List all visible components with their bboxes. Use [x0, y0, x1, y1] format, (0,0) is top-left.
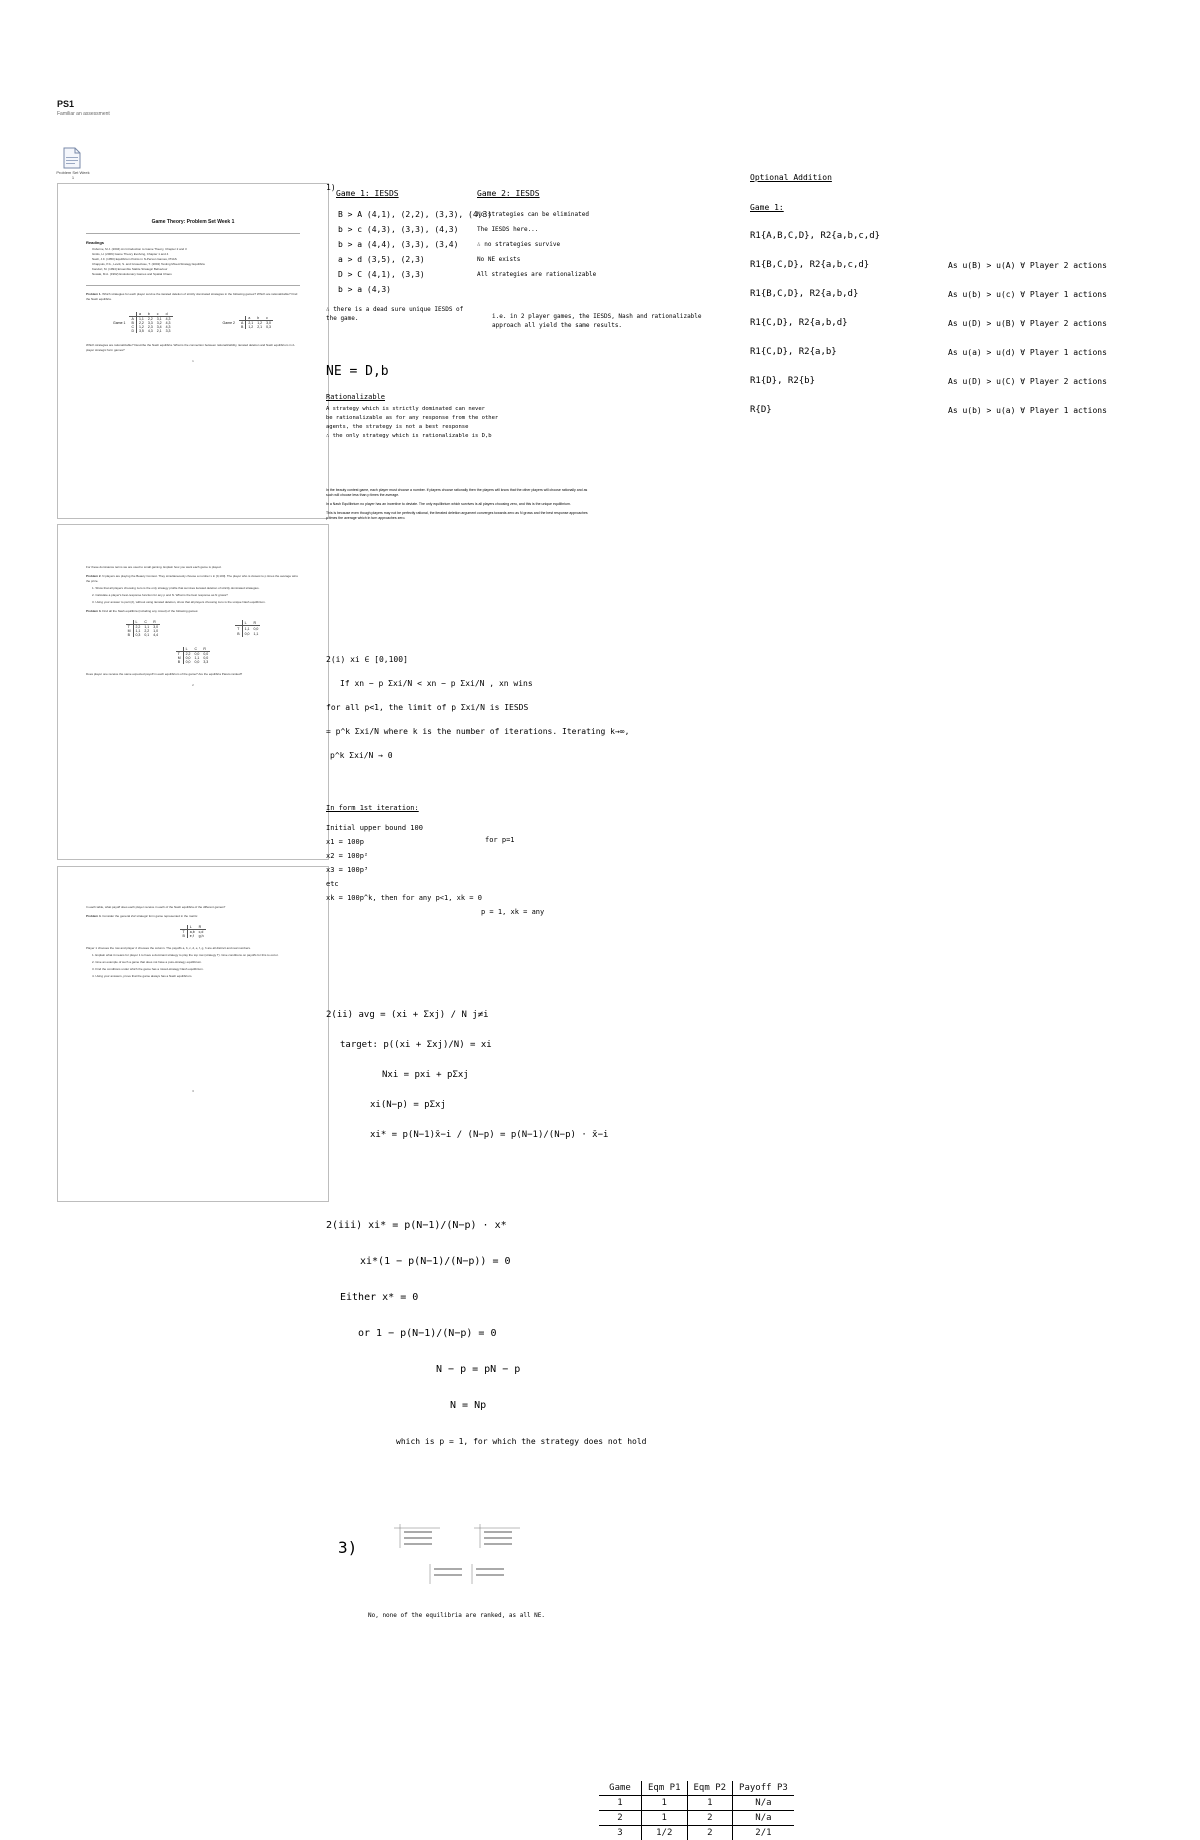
problem-4-item: 1. Explain what it means for player 1 to have a dominant strategy to play the top row (strategy T). Give conditions on payoffs for this to occur. [92, 953, 300, 958]
table-header: Eqm P2 [687, 1781, 733, 1796]
game1-steps [338, 207, 492, 297]
rationalizable-line: A strategy which is strictly dominated can never [326, 405, 498, 414]
pdf-title: Game Theory: Problem Set Week 1 [58, 219, 328, 225]
example-line: xk = 100p^k, then for any p<1, xk = 0 [326, 891, 544, 905]
table-row [599, 1826, 794, 1840]
optional-heading: Optional Addition [750, 173, 832, 182]
example-line: Initial upper bound 100 [326, 821, 544, 835]
q2-part3-line: or 1 − p(N−1)/(N−p) = 0 [326, 1316, 646, 1352]
item-text: Calculate a player's best-response function for any p and N. What is the best response as N grows? [95, 593, 227, 597]
game2-step: The IESDS here... [477, 222, 596, 237]
table-cell: 2 [599, 1811, 642, 1826]
page-number: 3 [58, 1089, 328, 1093]
problem-4-item: 3. Find the conditions under which the game has a mixed-strategy Nash equilibrium. [92, 967, 300, 972]
problem-1-body: Which strategies for each player survive the iterated deletion of strictly dominated strategies in the following games? Which are rationalizable? Find the Nash equilibria. [86, 292, 297, 301]
problem-3-body: Find all the Nash equilibria (including any mixed) of the following games: [102, 609, 198, 613]
q2-part2-line: 2(ii) avg = (xi + Σxj) / N j≠i [326, 1000, 608, 1030]
problem-4-heading: Problem 4. [86, 914, 101, 918]
item-text: Show that all players choosing zero is the only strategy profile that survives iterated deletion of strictly dominated strategies. [95, 586, 259, 590]
q2-part1 [326, 648, 629, 768]
q2-part1-line: for all p<1, the limit of p Σxi/N is IESDS [326, 696, 629, 720]
table-cell: N/a [733, 1796, 794, 1811]
q3-footer: No, none of the equilibria are ranked, as all NE. [368, 1612, 545, 1619]
problem-1-text [86, 292, 300, 302]
table-cell: 2 [687, 1826, 733, 1840]
problem-1-heading: Problem 1. [86, 292, 101, 296]
pdf-page-3 [57, 866, 329, 1202]
q3-label: 3) [338, 1538, 357, 1557]
problem-4-body: Consider the general 2x2 strategic form game represented in the matrix: [102, 914, 198, 918]
game-1-label: Game 1 [113, 321, 125, 325]
table-header: Game [599, 1781, 642, 1796]
page-number: 1 [58, 359, 328, 363]
table-row [599, 1811, 794, 1826]
problem-4-text [86, 914, 300, 919]
optional-reason: As u(B) > u(A) ∀ Player 2 actions [948, 251, 1107, 280]
reading-item: Nash, J.F. (1950) Equilibrium Points in N-Person Games, PNAS [92, 257, 300, 262]
reading-item: Kandori, M. (1994) Ensemble Stable Strategic Behaviour [92, 267, 300, 272]
game2-step: No NE exists [477, 252, 596, 267]
q2-part1-line: 2(i) xi ∈ [0,100] [326, 648, 629, 672]
q2-part3-line: xi*(1 − p(N−1)/(N−p)) = 0 [326, 1244, 646, 1280]
optional-set: R1{C,D}, R2{a,b} [750, 338, 880, 367]
example-line: x3 = 100p³ [326, 863, 544, 877]
item-text: Using your answers, prove that the game always has a Nash equilibrium. [95, 974, 192, 978]
q2-part1-line: = p^k Σxi/N where k is the number of iterations. Iterating k→∞, [326, 720, 629, 744]
payoff-matrix: L R T a,b c,d B e,f g,h [180, 925, 205, 938]
page-2-intro: For these dominance terms we are used to small gaming. Explain how you want each game is played. [86, 565, 300, 570]
optional-game-label: Game 1: [750, 203, 784, 212]
problem-3-text [86, 609, 300, 614]
document-icon[interactable] [63, 147, 81, 169]
table-cell: 1 [642, 1796, 688, 1811]
problem-2-item: 2. Calculate a player's best-response function for any p and N. What is the best response as N grows? [92, 593, 300, 598]
q2-part2-line: xi* = p(N−1)x̄−i / (N−p) = p(N−1)/(N−p) · x̄−i [326, 1120, 608, 1150]
q2-part2-line: xi(N−p) = pΣxj [326, 1090, 608, 1120]
optional-set: R1{D}, R2{b} [750, 367, 880, 396]
problem-2-item: 3. Using your answer to part (2), without using iterated deletion, show that all players choosing zero is the unique Nash equilibrium. [92, 600, 300, 605]
optional-reason: As u(b) > u(a) ∀ Player 1 actions [948, 396, 1107, 425]
matrices-thumbnail [370, 1518, 550, 1598]
game-2-matrix [223, 308, 273, 337]
table-cell: 1 [599, 1796, 642, 1811]
table-header: Eqm P1 [642, 1781, 688, 1796]
reading-item: Chappuis, P.A., Levitt, S. and Groseclose, T. (2002) Testing Mixed-Strategy Equilibria [92, 262, 300, 267]
optional-reason: As u(a) > u(d) ∀ Player 1 actions [948, 338, 1107, 367]
payoff-matrix: a b c d A 1,1 2,2 3,1 4,3 B 2,2 3,3 3,2 4,3 C 1,2 2,3 3,4 4,3 D 3,5 4,3 2,1 3,3 [129, 312, 172, 333]
rationalizable-notes [326, 405, 498, 441]
game1-step: b > a (4,4), (3,3), (3,4) [338, 237, 492, 252]
payoff-matrix: L R T 1,1 0,0 B 0,0 1,1 [235, 620, 260, 637]
payoff-matrix: a b c A 2,1 1,2 3,0 B 1,2 2,1 0,3 [239, 316, 273, 329]
q2-part2 [326, 1000, 608, 1150]
game1-step: B > A (4,1), (2,2), (3,3), (4,3) [338, 207, 492, 222]
rationalizable-line: ∴ the only strategy which is rationalizable is D,b [326, 432, 498, 441]
payoff-matrix: L C R T 2,2 1,1 3,0 M 1,1 2,2 1,0 B 0,3 0,1 4,4 [126, 620, 161, 637]
q2-part3-line: N = Np [326, 1388, 646, 1424]
game1-step: b > c (4,3), (3,3), (4,3) [338, 222, 492, 237]
table-cell: 1 [642, 1811, 688, 1826]
q1-label: 1) [326, 183, 336, 192]
game-1-matrix [113, 308, 172, 337]
game-2-label: Game 2 [223, 321, 235, 325]
problem-4-detail: Player 1 chooses the row and player 2 chooses the column. The payoffs a, b, c, d, e, f, g, h are all distinct and real numbers. [86, 946, 300, 951]
table-cell: 1 [687, 1796, 733, 1811]
file-caption: Problem Set Week 1 [56, 170, 90, 180]
page-3-intro: In each table, what payoff does each player receive in each of the Nash equilibria of the different games? [86, 905, 300, 910]
ne-result: NE = D,b [326, 364, 389, 379]
optional-reason: As u(b) > u(c) ∀ Player 1 actions [948, 280, 1107, 309]
example-line: x1 = 100p [326, 835, 544, 849]
game2-step: ∴ no strategies survive [477, 237, 596, 252]
game1-step: b > a (4,3) [338, 282, 492, 297]
table-cell: 2 [687, 1811, 733, 1826]
for-p-label: for p=1 [485, 836, 515, 844]
game2-conclusion: i.e. in 2 player games, the IESDS, Nash and rationalizable approach all yield the same results. [492, 312, 732, 330]
table-cell: 1/2 [642, 1826, 688, 1840]
page-number: 2 [58, 683, 328, 687]
optional-sets [750, 222, 880, 425]
page-subtitle: Familiar an assessment [57, 111, 110, 117]
problem-1-matrices [88, 308, 298, 337]
optional-set: R{D} [750, 396, 880, 425]
problem-3-matrices [88, 616, 298, 641]
example-line: x2 = 100p² [326, 849, 544, 863]
typed-paragraph: This is because even though players may not be perfectly rational, the iterated deletion argument converges towards zero as N grows and the best response approaches p times the average which in turn approaches zero. [326, 511, 590, 521]
rationalizable-line: agents, the strategy is not a best response [326, 423, 498, 432]
q2-part1-line: p^k Σxi/N → 0 [326, 744, 629, 768]
table-cell: 2/1 [733, 1826, 794, 1840]
q2-part3-line: N − p = pN − p [326, 1352, 646, 1388]
q2-part1-line: If xn − p Σxi/N < xn − p Σxi/N , xn wins [326, 672, 629, 696]
reading-item: Nowak, M.A. (1992) Evolutionary Games and Spatial Chaos [92, 272, 300, 277]
rationalizable-line: be rationalizable as for any response from the other [326, 414, 498, 423]
game1-conclusion: ∴ there is a dead sure unique IESDS of the game. [326, 305, 476, 323]
q2-part2-line: Nxi = pxi + pΣxj [326, 1060, 608, 1090]
table-row [599, 1796, 794, 1811]
pdf-page-1 [57, 183, 329, 519]
q2-part3 [326, 1208, 646, 1460]
optional-reasons [948, 251, 1107, 425]
item-text: Find the conditions under which the game has a mixed-strategy Nash equilibrium. [95, 967, 203, 971]
q2-part3-line: which is p = 1, for which the strategy does not hold [326, 1424, 646, 1460]
item-text: Explain what it means for player 1 to have a dominant strategy to play the top row (strategy T). Give conditions on payoffs for this to occur. [95, 953, 278, 957]
table-cell: N/a [733, 1811, 794, 1826]
item-text: Using your answer to part (2), without using iterated deletion, show that all players choosing zero is the unique Nash equilibrium. [95, 600, 265, 604]
problem-2-text [86, 574, 300, 584]
table-header-row [599, 1781, 794, 1796]
example-line: p = 1, xk = any [326, 905, 544, 919]
divider [86, 233, 300, 234]
game2-step: No strategies can be eliminated [477, 207, 596, 222]
reading-item: Gintis, H. (2009) Game Theory Evolving, Chapter 1 and 4 [92, 252, 300, 257]
q3-pasted-matrices [370, 1518, 550, 1602]
problem-2-heading: Problem 2. [86, 574, 101, 578]
table-header: Payoff P3 [733, 1781, 794, 1796]
problem-4-matrix [58, 921, 328, 942]
optional-set: R1{A,B,C,D}, R2{a,b,c,d} [750, 222, 880, 251]
optional-set: R1{B,C,D}, R2{a,b,d} [750, 280, 880, 309]
problem-4-item: 4. Using your answers, prove that the game always has a Nash equilibrium. [92, 974, 300, 979]
game2-step: All strategies are rationalizable [477, 267, 596, 282]
optional-set: R1{C,D}, R2{a,b,d} [750, 309, 880, 338]
item-text: Give an example of such a game that does not have a pure-strategy equilibrium. [95, 960, 202, 964]
page-2-footer: Does player one receive the same expected payoff in each equilibrium of the game? Are the equilibria Pareto ranked? [86, 672, 300, 677]
game2-steps [477, 207, 596, 282]
q3-results-table [599, 1781, 794, 1840]
optional-set: R1{B,C,D}, R2{a,b,c,d} [750, 251, 880, 280]
q2-part3-line: Either x* = 0 [326, 1280, 646, 1316]
q2-part3-line: 2(iii) xi* = p(N−1)/(N−p) · x* [326, 1208, 646, 1244]
problem-3-matrix-3 [58, 643, 328, 668]
page-title: PS1 [57, 99, 74, 109]
game2-heading: Game 2: IESDS [477, 189, 540, 198]
game1-step: a > d (3,5), (2,3) [338, 252, 492, 267]
problem-1-followup: Which strategies are rationalizable? Describe the Nash equilibria. What is the connection between rationalizability, iterated deletion and Nash equilibrium in 2-player strategic form games? [86, 343, 300, 353]
table-cell: 3 [599, 1826, 642, 1840]
reading-item: Osborne, M.J. (2004) An Introduction to Game Theory, Chapter 2 and 3 [92, 247, 300, 252]
example-heading: In form 1st iteration: [326, 804, 419, 812]
optional-reason: As u(D) > u(B) ∀ Player 2 actions [948, 309, 1107, 338]
divider [86, 285, 300, 286]
payoff-matrix: L C R T 2,2 0,0 0,0 M 0,0 1,1 0,0 B 0,0 0,0 3,3 [176, 647, 211, 664]
rationalizable-heading: Rationalizable [326, 393, 385, 401]
problem-3-heading: Problem 3. [86, 609, 101, 613]
game1-step: D > C (4,1), (3,3) [338, 267, 492, 282]
typed-paragraph: In the beauty contest game, each player must choose a number. If players choose rationally then the players will know that the other players will choose rationally and as such will choose less than p times the average. [326, 488, 590, 498]
game1-heading: Game 1: IESDS [336, 189, 399, 198]
pdf-page-2 [57, 524, 329, 860]
problem-2-body: N players are playing the Beauty Contest. They simultaneously choose a number x in [0,100]. The player who is closest to p times the average wins the prize. [86, 574, 298, 583]
typed-paragraph: In a Nash Equilibrium no player has an incentive to deviate. The only equilibrium which survives is all players choosing zero, and this is the unique equilibrium. [326, 502, 590, 507]
q2-part2-line: target: p((xi + Σxj)/N) = xi [326, 1030, 608, 1060]
example-line: etc [326, 877, 544, 891]
readings-heading: Readings [86, 240, 300, 245]
problem-2-item: 1. Show that all players choosing zero is the only strategy profile that survives iterated deletion of strictly dominated strategies. [92, 586, 300, 591]
optional-reason: As u(D) > u(C) ∀ Player 2 actions [948, 367, 1107, 396]
problem-4-item: 2. Give an example of such a game that does not have a pure-strategy equilibrium. [92, 960, 300, 965]
typed-paragraphs [326, 488, 590, 521]
